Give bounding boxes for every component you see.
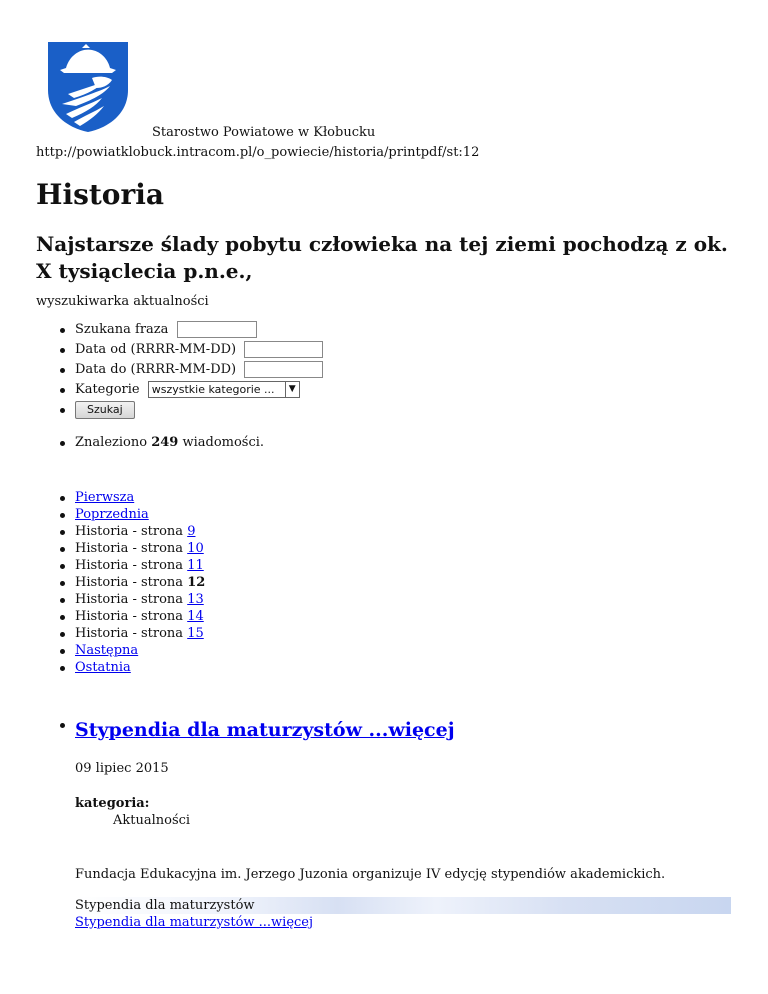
article-list: [58, 716, 731, 931]
article-date: 09 lipiec 2015: [75, 761, 169, 776]
pager-page-link[interactable]: 11: [187, 558, 204, 573]
search-phrase-input[interactable]: [177, 321, 257, 338]
search-form: [58, 321, 323, 421]
pager-page-item: [58, 608, 205, 625]
pager-page-link[interactable]: 15: [187, 626, 204, 641]
article-intro: Fundacja Edukacyjna im. Jerzego Juzonia organizuje IV edycję stypendiów akademickich.: [75, 867, 666, 882]
results-count: 249: [151, 435, 179, 450]
article-item: [58, 716, 731, 931]
category-label: Kategorie: [75, 382, 140, 397]
pager-page-prefix: Historia - strona: [75, 524, 184, 539]
pager-next-item: [58, 642, 205, 659]
article-category-label: kategoria:: [75, 796, 150, 811]
category-select[interactable]: [148, 381, 300, 398]
county-coat-of-arms-logo: [46, 42, 130, 132]
category-selected-value: wszystkie kategorie ...: [151, 383, 275, 396]
page-subtitle: Najstarsze ślady pobytu człowieka na tej ziemi pochodzą z ok. X tysiąclecia p.n.e.,: [36, 232, 728, 283]
shield-icon: [46, 42, 130, 132]
pager-current-page-item: [58, 574, 205, 591]
pager-next-link[interactable]: Następna: [75, 643, 139, 658]
pager-page-link[interactable]: 10: [187, 541, 204, 556]
article-title: [75, 716, 731, 744]
category-row: [58, 381, 323, 401]
article-image-caption: Stypendia dla maturzystów: [75, 898, 255, 913]
article-more-link[interactable]: Stypendia dla maturzystów ...więcej: [75, 915, 314, 930]
search-phrase-row: [58, 321, 323, 341]
date-from-row: [58, 341, 323, 361]
pager-page-prefix: Historia - strona: [75, 558, 184, 573]
pager-first-item: [58, 489, 205, 506]
pager-page-item: [58, 557, 205, 574]
article-category-value: Aktualności: [113, 813, 191, 828]
pager-page-prefix: Historia - strona: [75, 626, 184, 641]
date-to-input[interactable]: [244, 361, 323, 378]
date-to-row: [58, 361, 323, 381]
pager-page-item: [58, 523, 205, 540]
date-from-input[interactable]: [244, 341, 323, 358]
pager-previous-link[interactable]: Poprzednia: [75, 507, 149, 522]
article-title-link[interactable]: Stypendia dla maturzystów ...więcej: [75, 719, 455, 741]
results-summary: [58, 434, 264, 451]
article-more-row: [75, 914, 731, 931]
pagination: [58, 489, 205, 676]
pager-page-prefix: Historia - strona: [75, 609, 184, 624]
date-to-label: Data do (RRRR-MM-DD): [75, 362, 237, 377]
date-from-label: Data od (RRRR-MM-DD): [75, 342, 237, 357]
pager-page-link[interactable]: 13: [187, 592, 204, 607]
results-suffix: wiadomości.: [182, 435, 265, 450]
results-count-item: [58, 434, 264, 451]
pager-page-prefix: Historia - strona: [75, 541, 184, 556]
page-title: Historia: [36, 178, 164, 211]
pager-current-page: 12: [187, 575, 206, 590]
pager-page-item: [58, 540, 205, 557]
pager-last-item: [58, 659, 205, 676]
article-image-band: [75, 897, 731, 914]
site-name: Starostwo Powiatowe w Kłobucku: [152, 125, 376, 140]
pager-page-item: [58, 625, 205, 642]
search-heading: wyszukiwarka aktualności: [36, 294, 209, 309]
results-prefix: Znaleziono: [75, 435, 148, 450]
pager-page-link[interactable]: 9: [187, 524, 196, 539]
search-button[interactable]: Szukaj: [75, 401, 135, 419]
pager-page-link[interactable]: 14: [187, 609, 204, 624]
pager-page-prefix: Historia - strona: [75, 592, 184, 607]
page-url: http://powiatklobuck.intracom.pl/o_powiecie/historia/printpdf/st:12: [36, 145, 480, 160]
submit-row: [58, 401, 323, 421]
search-phrase-label: Szukana fraza: [75, 322, 169, 337]
pager-previous-item: [58, 506, 205, 523]
pager-last-link[interactable]: Ostatnia: [75, 660, 131, 675]
pager-page-prefix: Historia - strona: [75, 575, 184, 590]
pager-first-link[interactable]: Pierwsza: [75, 490, 135, 505]
dropdown-arrow-icon: ▼: [285, 382, 299, 397]
pager-page-item: [58, 591, 205, 608]
